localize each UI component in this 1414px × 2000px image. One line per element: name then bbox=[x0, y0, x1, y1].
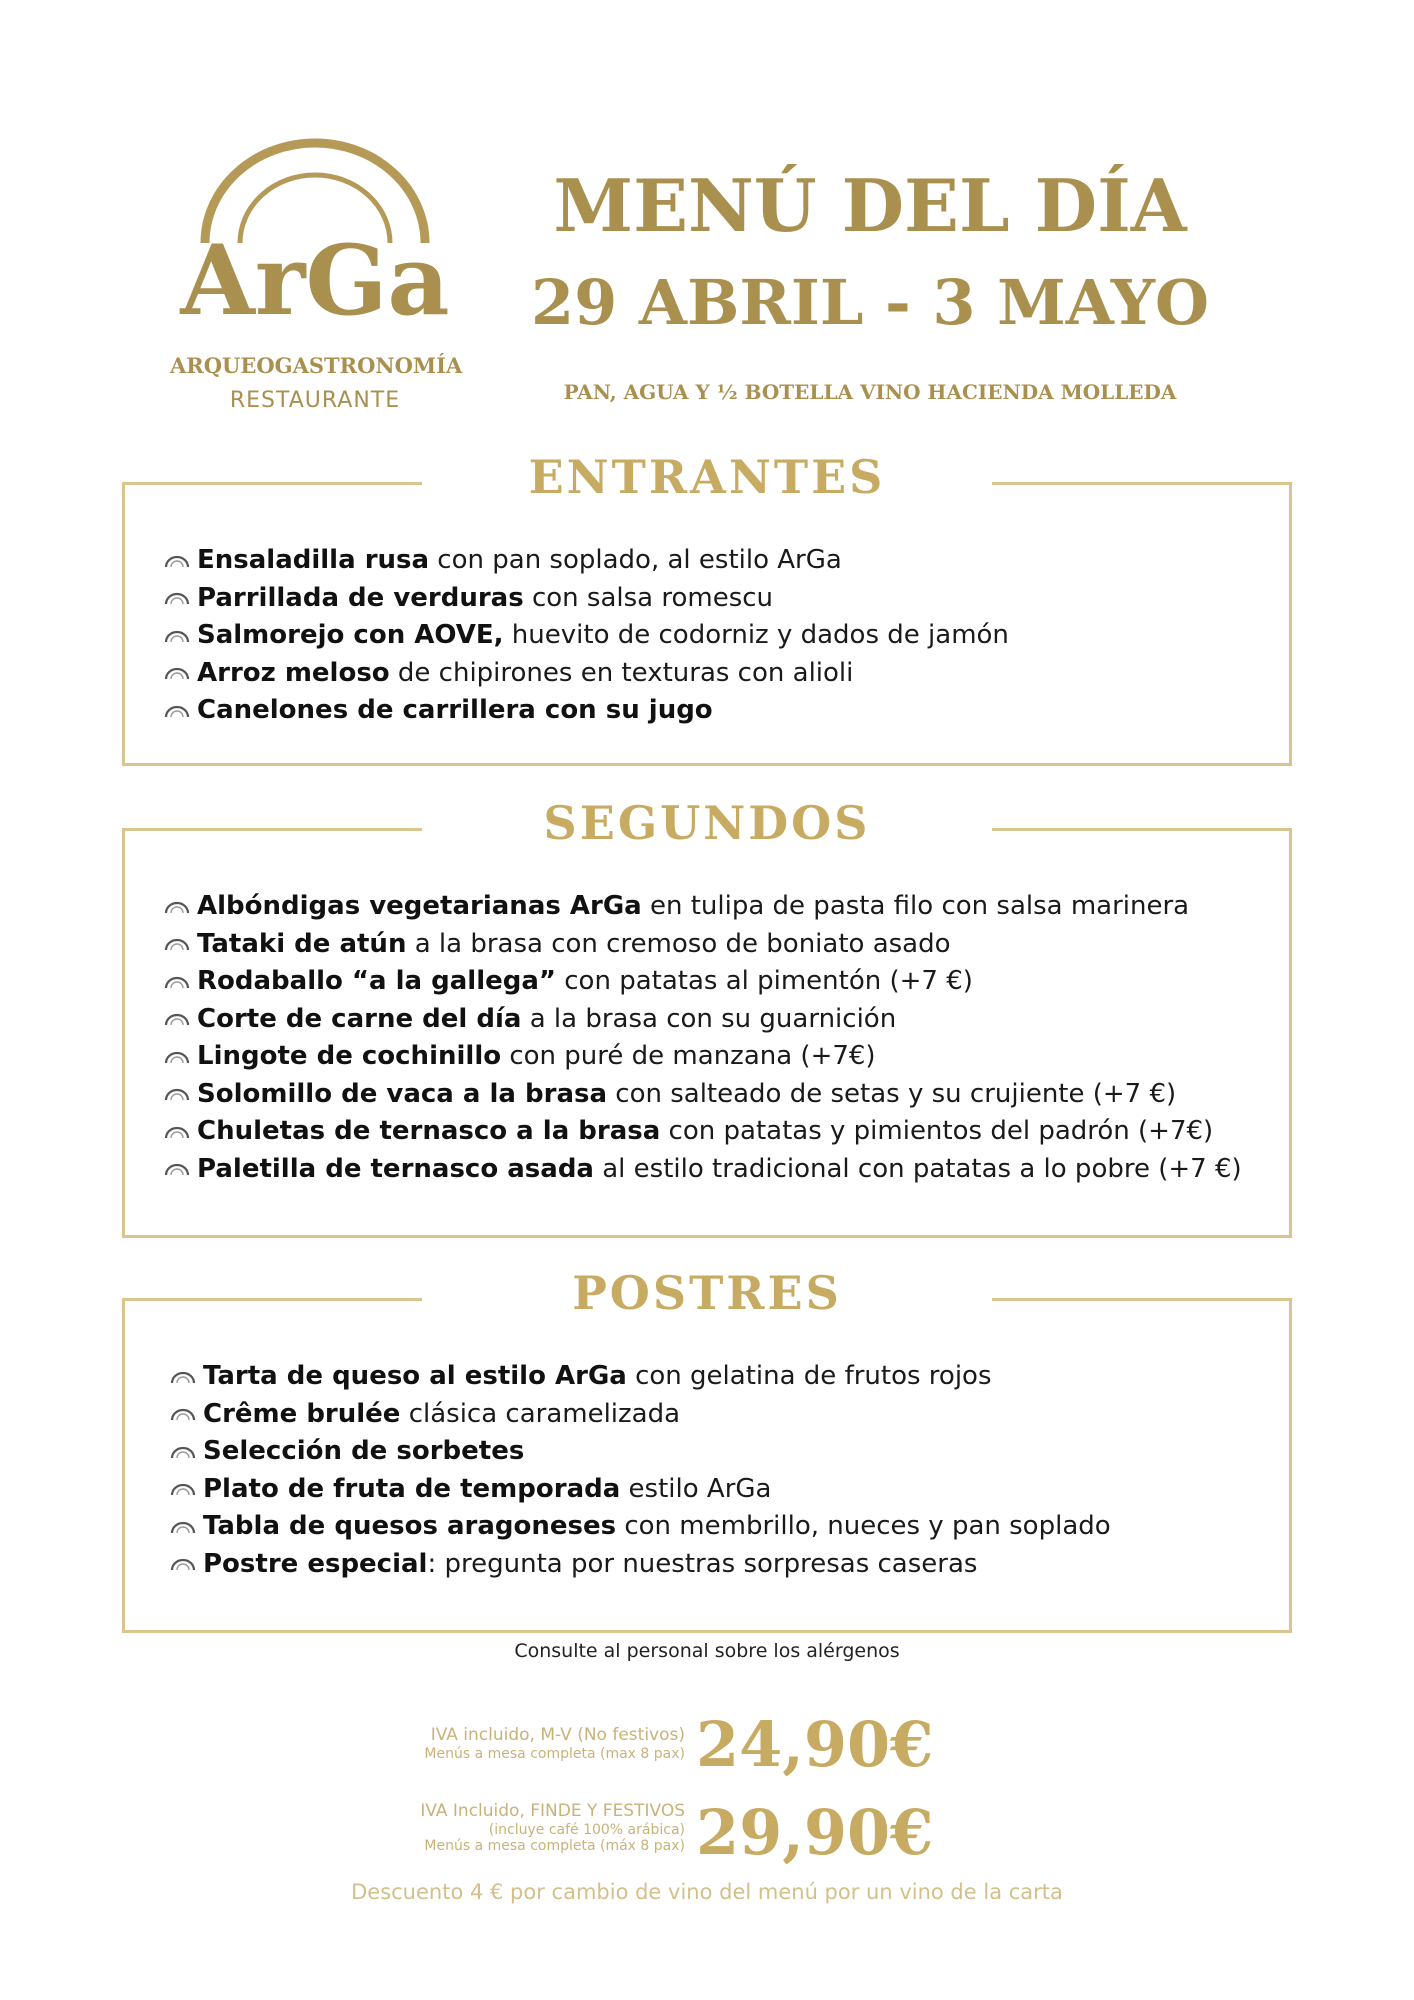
bullet-arch-icon bbox=[169, 1370, 197, 1384]
menu-item-name: Solomillo de vaca a la brasa bbox=[197, 1078, 608, 1109]
menu-item-name: Crême brulée bbox=[203, 1398, 401, 1429]
logo-name: ArGa bbox=[180, 224, 450, 337]
menu-item-description: a la brasa con su guarnición bbox=[521, 1003, 897, 1034]
bullet-arch-icon bbox=[163, 1162, 191, 1176]
menu-item bbox=[163, 888, 1242, 926]
menu-item bbox=[163, 1113, 1242, 1151]
wine-discount-note: Descuento 4 € por cambio de vino del menú por un vino de la carta bbox=[351, 1880, 1063, 1904]
bullet-arch-icon bbox=[163, 1087, 191, 1101]
section-postres bbox=[122, 1266, 1292, 1633]
menu-item-description: con patatas y pimientos del padrón (+7€) bbox=[660, 1116, 1214, 1146]
menu-item-description: : pregunta por nuestras sorpresas caseras bbox=[427, 1548, 978, 1579]
price-notes bbox=[420, 1802, 685, 1854]
menu-item-description: en tulipa de pasta filo con salsa marinera bbox=[641, 891, 1190, 921]
menu-item-name: Tarta de queso al estilo ArGa bbox=[203, 1361, 627, 1391]
bullet-arch-icon bbox=[163, 975, 191, 989]
menu-item-name: Chuletas de ternasco a la brasa bbox=[197, 1116, 661, 1146]
bullet-arch-icon bbox=[163, 629, 191, 643]
bullet-arch-icon bbox=[163, 1012, 191, 1026]
logo-tagline: RESTAURANTE bbox=[229, 388, 401, 413]
menu-item-description: al estilo tradicional con patatas a lo pobre (+7 €) bbox=[593, 1153, 1242, 1184]
postres-list bbox=[169, 1358, 1111, 1583]
menu-item-description: con patatas al pimentón (+7 €) bbox=[556, 966, 973, 996]
menu-item bbox=[163, 1076, 1242, 1114]
bullet-arch-icon bbox=[163, 554, 191, 568]
menu-item-description: estilo ArGa bbox=[620, 1473, 772, 1504]
price-note-line: (incluye café 100% arábica) bbox=[488, 1821, 685, 1838]
bullet-arch-icon bbox=[169, 1557, 197, 1571]
price-weekday bbox=[400, 1708, 1000, 1802]
bullet-arch-icon bbox=[163, 666, 191, 680]
bullet-arch-icon bbox=[169, 1445, 197, 1459]
menu-item-name: Salmorejo con AOVE, bbox=[197, 620, 504, 650]
section-title: POSTRES bbox=[572, 1266, 842, 1320]
menu-item-name: Paletilla de ternasco asada bbox=[197, 1153, 594, 1184]
menu-item bbox=[163, 1038, 1242, 1076]
menu-item bbox=[163, 655, 1009, 693]
menu-item bbox=[169, 1433, 1111, 1471]
bullet-arch-icon bbox=[163, 1125, 191, 1139]
menu-item bbox=[163, 1001, 1242, 1039]
menu-item-description: con salteado de setas y su crujiente (+7 €) bbox=[607, 1078, 1177, 1109]
price-note-line: IVA Incluido, FINDE Y FESTIVOS bbox=[420, 1801, 685, 1821]
menu-item bbox=[169, 1471, 1111, 1509]
menu-item-name: Canelones de carrillera con su jugo bbox=[197, 695, 713, 725]
segundos-list bbox=[163, 888, 1242, 1188]
menu-item bbox=[163, 692, 1009, 730]
bullet-arch-icon bbox=[163, 704, 191, 718]
menu-item bbox=[169, 1358, 1111, 1396]
section-segundos bbox=[122, 796, 1292, 1238]
menu-item-name: Selección de sorbetes bbox=[203, 1436, 525, 1466]
menu-item-description: de chipirones en texturas con alioli bbox=[389, 657, 854, 688]
menu-item bbox=[169, 1508, 1111, 1546]
menu-item bbox=[163, 617, 1009, 655]
menu-item-description: con membrillo, nueces y pan soplado bbox=[616, 1511, 1111, 1541]
menu-item-name: Corte de carne del día bbox=[197, 1003, 522, 1034]
menu-dates: 29 ABRIL - 3 MAYO bbox=[530, 266, 1210, 339]
menu-item bbox=[163, 580, 1009, 618]
menu-item-name: Ensaladilla rusa bbox=[197, 545, 430, 575]
entrantes-list bbox=[163, 542, 1009, 730]
menu-item-name: Rodaballo “a la gallega” bbox=[197, 966, 556, 996]
price-note-line: Menús a mesa completa (máx 8 pax) bbox=[424, 1837, 685, 1854]
menu-item-description: con gelatina de frutos rojos bbox=[626, 1361, 992, 1391]
menu-item-description: a la brasa con cremoso de boniato asado bbox=[406, 928, 951, 959]
menu-item bbox=[163, 926, 1242, 964]
menu-item-description: con puré de manzana (+7€) bbox=[501, 1041, 876, 1071]
menu-item-name: Tataki de atún bbox=[197, 928, 407, 959]
bullet-arch-icon bbox=[163, 1050, 191, 1064]
menu-item-description: con pan soplado, al estilo ArGa bbox=[429, 545, 842, 575]
bullet-arch-icon bbox=[163, 900, 191, 914]
section-title: ENTRANTES bbox=[528, 450, 886, 504]
menu-title: MENÚ DEL DÍA bbox=[553, 163, 1187, 248]
restaurant-logo bbox=[170, 138, 463, 418]
menu-includes: PAN, AGUA Y ½ BOTELLA VINO HACIENDA MOLLEDA bbox=[563, 380, 1177, 404]
bullet-arch-icon bbox=[169, 1407, 197, 1421]
price-note-line: Menús a mesa completa (max 8 pax) bbox=[424, 1745, 685, 1762]
menu-item-name: Albóndigas vegetarianas ArGa bbox=[197, 891, 642, 921]
price-value: 29,90€ bbox=[696, 1796, 934, 1869]
price-value: 24,90€ bbox=[696, 1708, 934, 1781]
menu-item-description: clásica caramelizada bbox=[400, 1398, 681, 1429]
menu-item-name: Parrillada de verduras bbox=[197, 582, 524, 613]
menu-item-description: con salsa romescu bbox=[523, 582, 774, 613]
menu-item-name: Tabla de quesos aragoneses bbox=[203, 1511, 617, 1541]
menu-item bbox=[163, 963, 1242, 1001]
menu-item-description: huevito de codorniz y dados de jamón bbox=[503, 620, 1009, 650]
menu-item-name: Plato de fruta de temporada bbox=[203, 1473, 621, 1504]
bullet-arch-icon bbox=[169, 1482, 197, 1496]
menu-item bbox=[169, 1396, 1111, 1434]
menu-item bbox=[169, 1546, 1111, 1584]
price-notes bbox=[424, 1726, 685, 1762]
bullet-arch-icon bbox=[169, 1520, 197, 1534]
section-entrantes bbox=[122, 450, 1292, 766]
price-weekend bbox=[400, 1796, 1000, 1882]
bullet-arch-icon bbox=[163, 937, 191, 951]
price-note-line: IVA incluido, M-V (No festivos) bbox=[430, 1725, 685, 1745]
section-title: SEGUNDOS bbox=[543, 796, 871, 850]
menu-item-name: Postre especial bbox=[203, 1548, 428, 1579]
bullet-arch-icon bbox=[163, 591, 191, 605]
menu-item-name: Lingote de cochinillo bbox=[197, 1041, 502, 1071]
menu-item bbox=[163, 1151, 1242, 1189]
logo-subtitle: ARQUEOGASTRONOMÍA bbox=[170, 353, 463, 378]
menu-item bbox=[163, 542, 1009, 580]
menu-item-name: Arroz meloso bbox=[197, 657, 390, 688]
allergen-notice: Consulte al personal sobre los alérgenos bbox=[514, 1640, 900, 1662]
